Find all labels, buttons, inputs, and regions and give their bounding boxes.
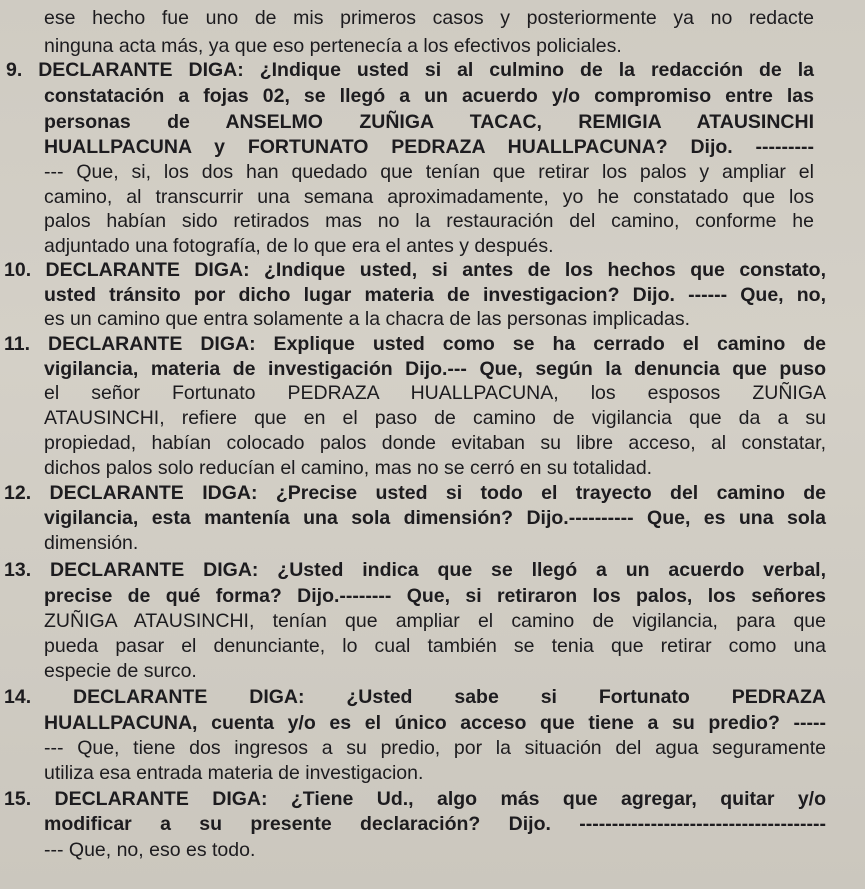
- document-line: es un camino que entra solamente a la chacra de las personas implicadas.: [44, 308, 691, 330]
- document-line: --- Que, no, eso es todo.: [44, 839, 256, 861]
- document-line: 10. DECLARANTE DIGA: ¿Indique usted, si antes de los hechos que constato,: [4, 259, 826, 281]
- document-line: 13. DECLARANTE DIGA: ¿Usted indica que se llegó a un acuerdo verbal,: [4, 559, 826, 581]
- document-line: usted tránsito por dicho lugar materia de investigacion? Dijo. ------ Que, no,: [44, 284, 826, 306]
- document-line: 9. DECLARANTE DIGA: ¿Indique usted si al culmino de la redacción de la: [6, 59, 814, 81]
- document-line: ZUÑIGA ATAUSINCHI, tenían que ampliar el camino de vigilancia, para que: [44, 610, 826, 632]
- document-line: propiedad, habían colocado palos donde evitaban su libre acceso, al constatar,: [44, 432, 826, 454]
- document-line: precise de qué forma? Dijo.-------- Que, si retiraron los palos, los señores: [44, 585, 826, 607]
- document-line: especie de surco.: [44, 660, 197, 682]
- document-line: vigilancia, materia de investigación Dijo.--- Que, según la denuncia que puso: [44, 358, 826, 380]
- document-line: dimensión.: [44, 532, 139, 554]
- document-line: modificar a su presente declaración? Dijo. --------------------------------------: [44, 813, 826, 835]
- document-line: 11. DECLARANTE DIGA: Explique usted como se ha cerrado el camino de: [4, 333, 826, 355]
- document-line: constatación a fojas 02, se llegó a un acuerdo y/o compromiso entre las: [44, 85, 814, 107]
- document-line: el señor Fortunato PEDRAZA HUALLPACUNA, los esposos ZUÑIGA: [44, 382, 826, 404]
- document-line: 12. DECLARANTE IDGA: ¿Precise usted si todo el trayecto del camino de: [4, 482, 826, 504]
- document-line: camino, al transcurrir una semana aproximadamente, yo he constatado que los: [44, 186, 814, 208]
- document-line: palos habían sido retirados mas no la restauración del camino, conforme he: [44, 210, 814, 232]
- document-line: personas de ANSELMO ZUÑIGA TACAC, REMIGIA ATAUSINCHI: [44, 111, 814, 133]
- document-line: utiliza esa entrada materia de investigacion.: [44, 762, 424, 784]
- document-line: vigilancia, esta mantenía una sola dimensión? Dijo.---------- Que, es una sola: [44, 507, 826, 529]
- document-line: 15. DECLARANTE DIGA: ¿Tiene Ud., algo más que agregar, quitar y/o: [4, 788, 826, 810]
- document-line: HUALLPACUNA, cuenta y/o es el único acceso que tiene a su predio? -----: [44, 712, 826, 734]
- document-line: ninguna acta más, ya que eso pertenecía a los efectivos policiales.: [44, 35, 622, 57]
- document-line: --- Que, si, los dos han quedado que tenían que retirar los palos y ampliar el: [44, 161, 814, 183]
- document-line: ese hecho fue uno de mis primeros casos y posteriormente ya no redacte: [44, 7, 814, 29]
- document-line: dichos palos solo reducían el camino, mas no se cerró en su totalidad.: [44, 457, 653, 479]
- document-line: 14. DECLARANTE DIGA: ¿Usted sabe si Fortunato PEDRAZA: [4, 686, 826, 708]
- document-line: HUALLPACUNA y FORTUNATO PEDRAZA HUALLPACUNA? Dijo. ---------: [44, 136, 814, 158]
- document-line: pueda pasar el denunciante, lo cual también se tenia que retirar como una: [44, 635, 826, 657]
- document-line: adjuntado una fotografía, de lo que era el antes y después.: [44, 235, 554, 257]
- document-line: --- Que, tiene dos ingresos a su predio, por la situación del agua seguramente: [44, 737, 826, 759]
- document-line: ATAUSINCHI, refiere que en el paso de camino de vigilancia que da a su: [44, 407, 826, 429]
